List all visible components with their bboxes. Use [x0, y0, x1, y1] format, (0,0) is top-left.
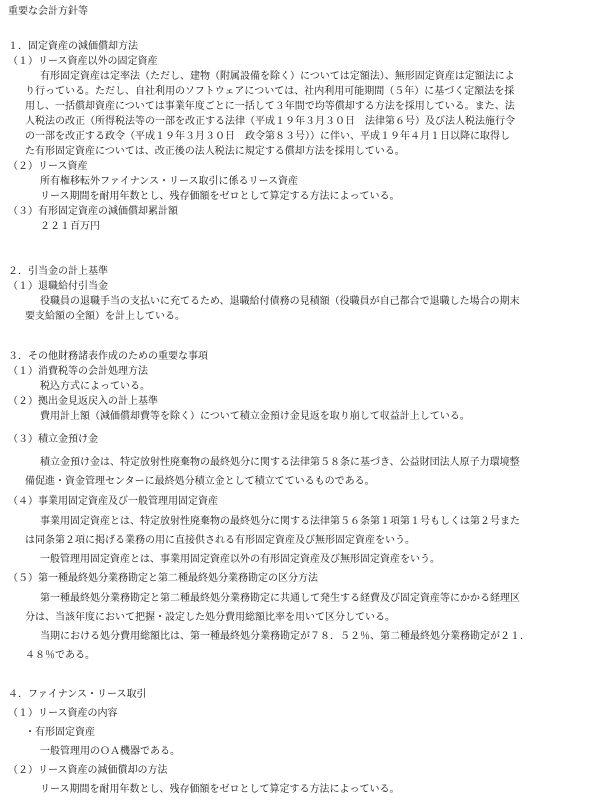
body-line: 税込方式によっている。 — [40, 381, 150, 392]
subsection-heading: （１）リース資産以外の固定資産 — [8, 56, 158, 67]
body-line: 第一種最終処分業務勘定と第二種最終処分業務勘定に共通して発生する経費及び固定資産等にかかる経理区 — [40, 593, 520, 604]
subsection-heading: （１）退職給付引当金 — [8, 281, 108, 292]
body-line: 積立金預け金は、特定放射性廃棄物の最終処分に関する法律第５８条に基づき、公益財団法人原子力環境整 — [40, 457, 520, 468]
body-line: 事業用固定資産とは、特定放射性廃棄物の最終処分に関する法律第５６条第１項第１号もしくは第２号また — [40, 516, 520, 527]
body-line: 用し、一括償却資産については事業年度ごとに一括して３年間で均等償却する方法を採用している。また、法 — [25, 101, 515, 112]
subsection-heading: （５）第一種最終処分業務勘定と第二種最終処分業務勘定の区分方法 — [8, 573, 318, 584]
body-line: ２２１百万円 — [40, 221, 100, 232]
subsection-heading: （２）リース資産 — [8, 161, 88, 172]
body-line: リース期間を耐用年数とし、残存価額をゼロとして算定する方法によっている。 — [40, 784, 400, 795]
body-line: 備促進・資金管理センターに最終処分積立金として積立てているものである。 — [25, 476, 375, 487]
section-heading: １．固定資産の減価償却方法 — [8, 41, 138, 52]
subsection-heading: （１）リース資産の内容 — [8, 708, 118, 719]
body-line: り行っている。ただし、自社利用のソフトウェアについては、社内利用可能期間（５年）に基づく定額法を採 — [25, 86, 515, 97]
body-line: 要支給額の全額）を計上している。 — [25, 311, 185, 322]
subsection-heading: （４）事業用固定資産及び一般管理用固定資産 — [8, 496, 218, 507]
subsection-heading: （３）積立金預け金 — [8, 434, 98, 445]
section-heading: ４．ファイナンス・リース取引 — [8, 689, 147, 700]
body-line: 当期における処分費用総額比は、第一種最終処分業務勘定が７８．５２％、第二種最終処分業務勘定が２１． — [40, 631, 530, 642]
body-line: リース期間を耐用年数とし、残存価額をゼロとして算定する方法によっている。 — [40, 191, 400, 202]
body-line: ４８％である。 — [25, 650, 95, 661]
body-line: 費用計上額（減価償却費等を除く）について積立金預け金見返を取り崩して収益計上している。 — [40, 411, 470, 422]
body-line: 一般管理用固定資産とは、事業用固定資産以外の有形固定資産及び無形固定資産をいう。 — [40, 554, 440, 565]
body-line: 分は、当該年度において把握・設定した処分費用総額比率を用いて区分している。 — [25, 612, 395, 623]
subsection-heading: （２）拠出金見返戻入の計上基準 — [8, 396, 158, 407]
body-line: 所有権移転外ファイナンス・リース取引に係るリース資産 — [40, 176, 298, 187]
subsection-heading: （３）有形固定資産の減価償却累計額 — [8, 206, 178, 217]
body-line: 一般管理用のＯＡ機器である。 — [40, 746, 180, 757]
subsection-heading: （２）リース資産の減価償却の方法 — [8, 765, 168, 776]
body-line: た有形固定資産については、改正後の法人税法に規定する償却方法を採用している。 — [25, 146, 405, 157]
body-line: 有形固定資産は定率法（ただし、建物（附属設備を除く）については定額法）、無形固定資産は定額法によ — [40, 71, 515, 82]
document-title: 重要な会計方針等 — [8, 6, 88, 17]
section-heading: ３．その他財務諸表作成のための重要な事項 — [8, 351, 208, 362]
bullet-line: ・有形固定資産 — [25, 727, 95, 738]
body-line: は同条第２項に掲げる業務の用に直接供される有形固定資産及び無形固定資産をいう。 — [25, 535, 415, 546]
body-line: 人税法の改正（所得税法等の一部を改正する法律（平成１９年３月３０日 法律第６号）及び法人税法施行令 — [25, 116, 515, 127]
section-heading: ２．引当金の計上基準 — [8, 266, 108, 277]
body-line: の一部を改正する政令（平成１９年３月３０日 政令第８３号））に伴い、平成１９年４月１日以降に取得し — [25, 131, 510, 142]
body-line: 役職員の退職手当の支払いに充てるため、退職給付債務の見積額（役職員が自己都合で退職した場合の期末 — [40, 296, 520, 307]
subsection-heading: （１）消費税等の会計処理方法 — [8, 366, 148, 377]
